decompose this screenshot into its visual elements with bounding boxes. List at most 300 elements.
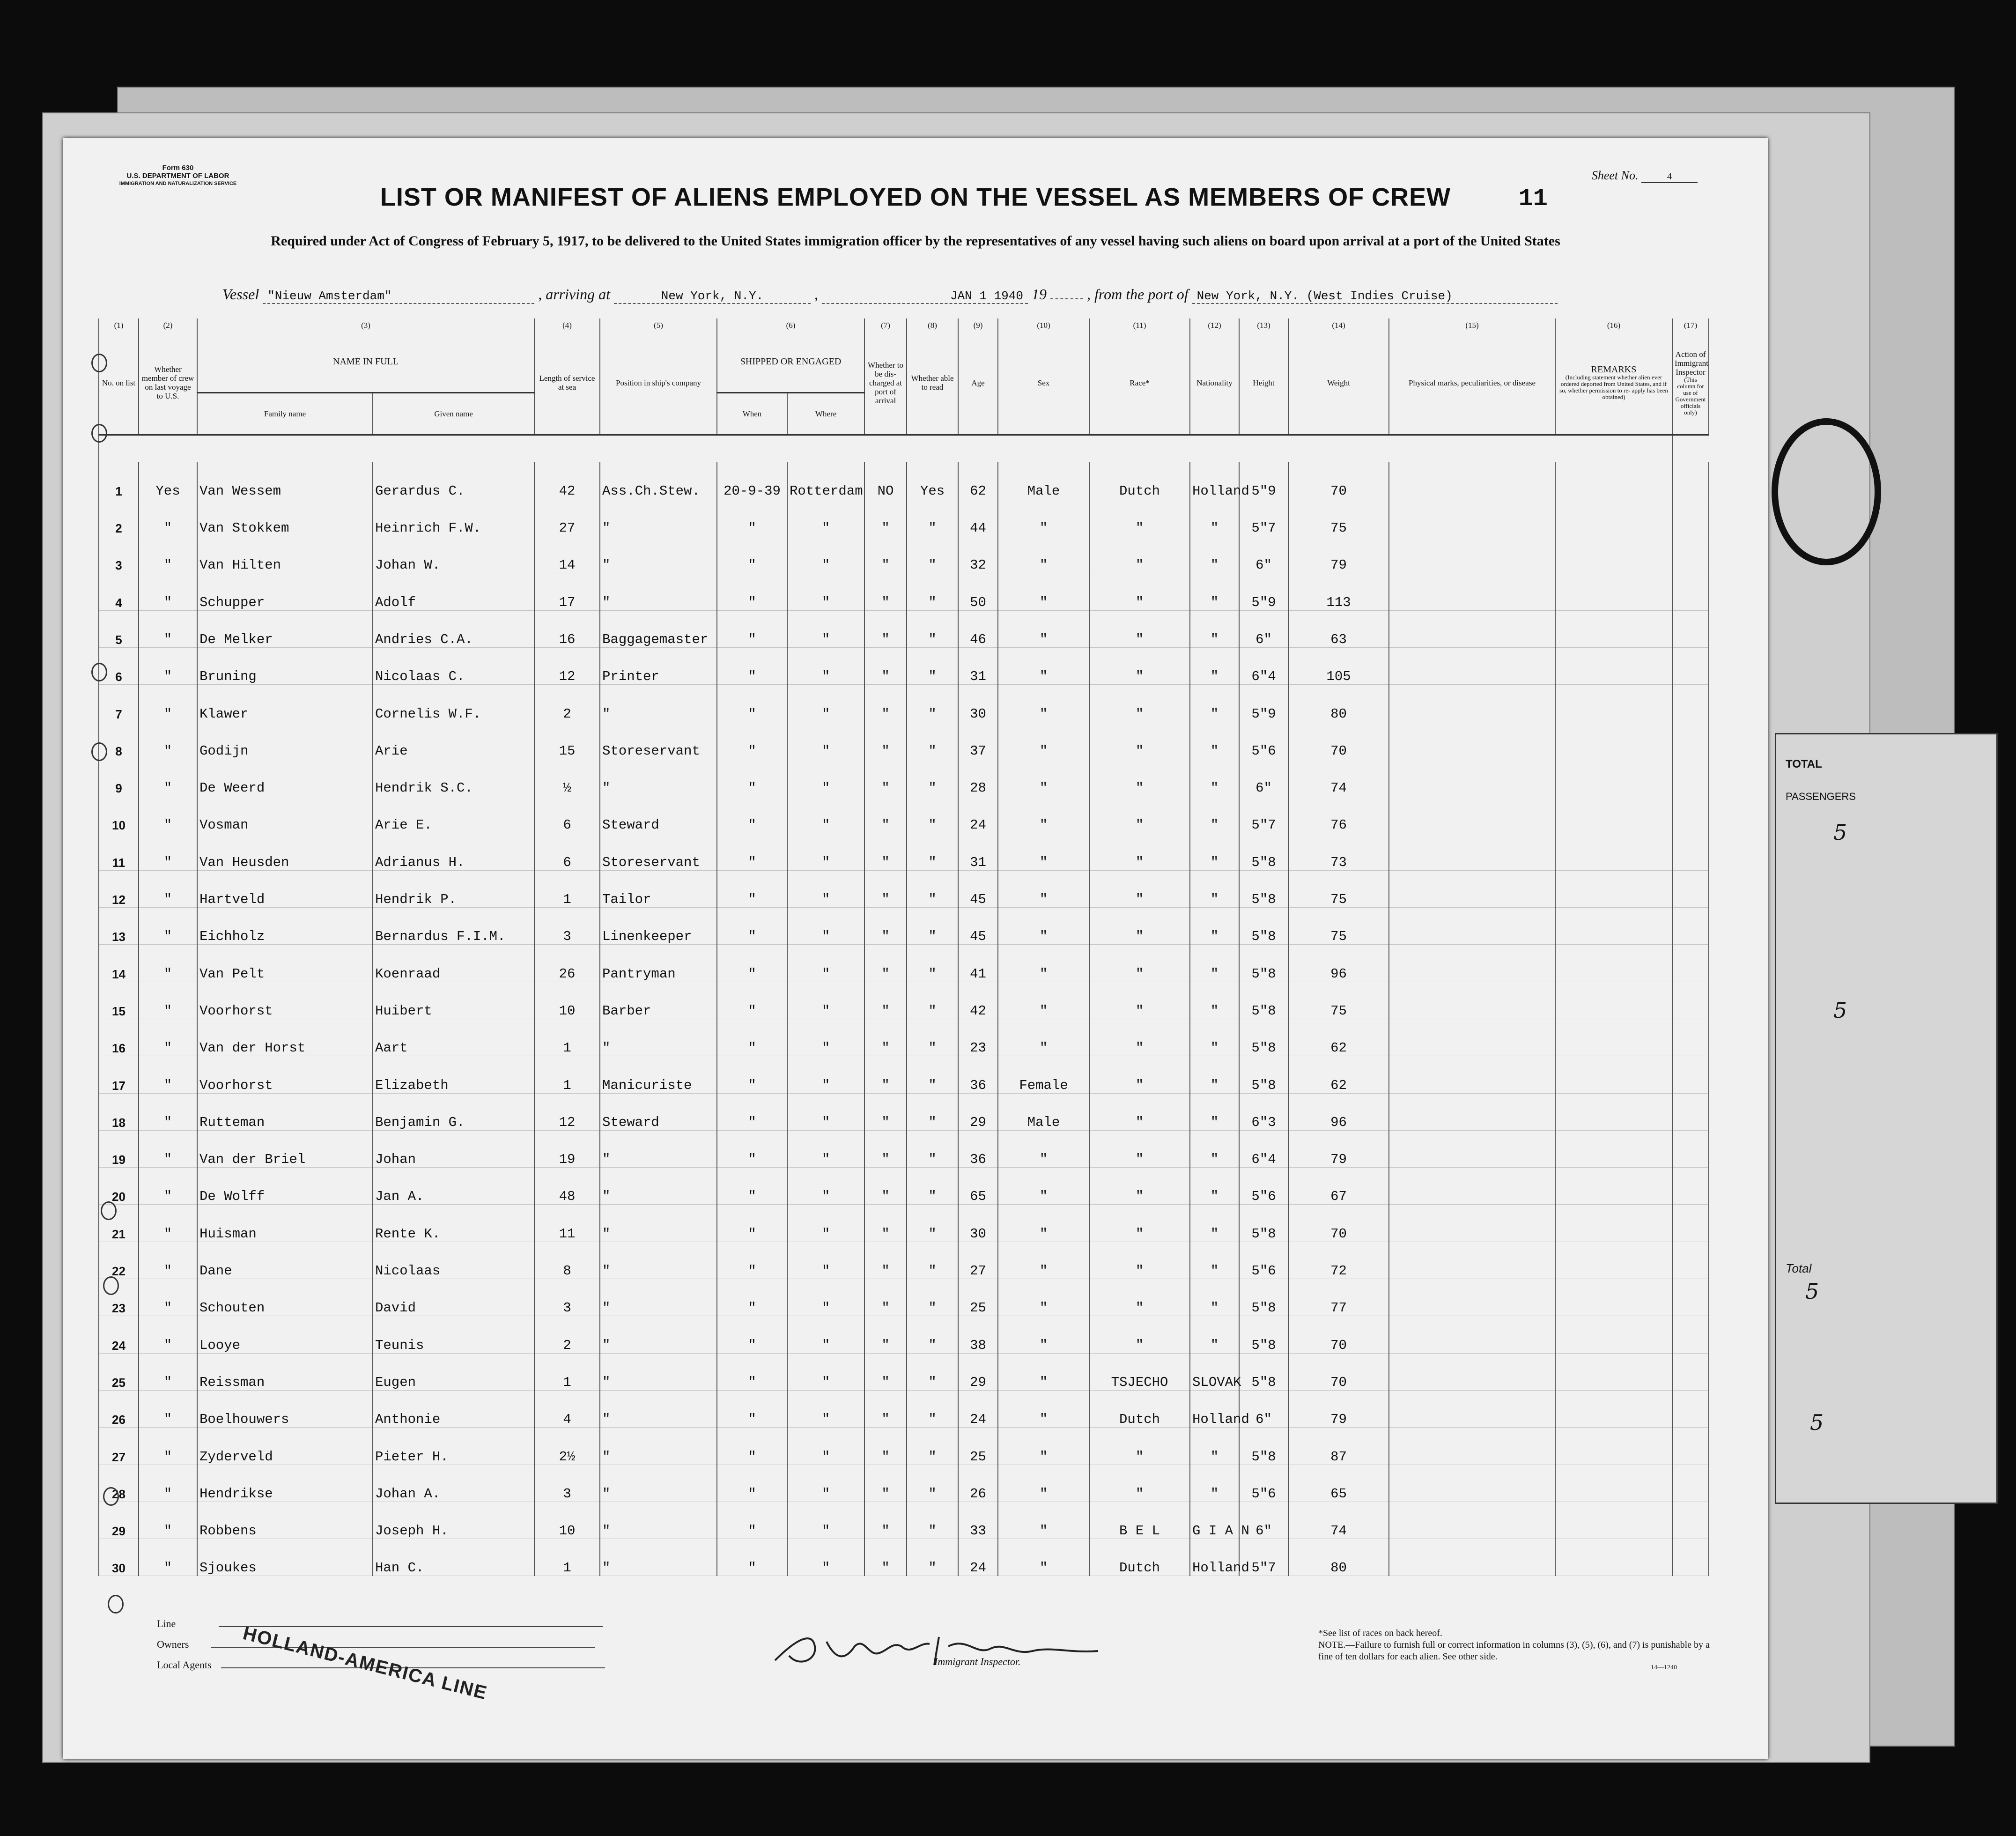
cell-height: 5"8 [1239, 870, 1288, 907]
year-label: 19 [1031, 286, 1047, 303]
holland-america-stamp: HOLLAND-AMERICA LINE [241, 1623, 490, 1704]
cell-family: De Melker [197, 610, 373, 647]
cell-where: " [787, 1316, 864, 1353]
cell-crew: " [139, 1019, 197, 1056]
cell-sex: " [998, 722, 1089, 759]
department-name: U.S. DEPARTMENT OF LABOR [126, 172, 229, 180]
cell-age: 65 [958, 1168, 998, 1205]
cell-physical [1389, 1465, 1555, 1502]
cell-weight: 73 [1288, 833, 1389, 870]
cell-age: 30 [958, 1205, 998, 1242]
cell-sex: " [998, 1390, 1089, 1427]
cell-crew: " [139, 1539, 197, 1576]
cell-read: " [907, 1130, 958, 1167]
cell-disch: " [864, 1428, 907, 1465]
binder-hole [91, 354, 107, 372]
cell-sex: " [998, 1502, 1089, 1539]
cell-read: " [907, 1353, 958, 1390]
cell-read: " [907, 1390, 958, 1427]
table-row [99, 982, 1709, 1019]
cell-where: Rotterdam [787, 462, 864, 499]
cell-remarks [1555, 499, 1672, 536]
cell-where: " [787, 685, 864, 722]
cell-physical [1389, 833, 1555, 870]
cell-no: 6 [99, 647, 139, 684]
cell-where: " [787, 1465, 864, 1502]
cell-race: " [1089, 499, 1190, 536]
cell-crew: " [139, 908, 197, 945]
cell-when: " [717, 1390, 787, 1427]
cell-nat: " [1190, 796, 1239, 833]
cell-disch: " [864, 1130, 907, 1167]
cell-read: " [907, 1465, 958, 1502]
cell-given: Elizabeth [373, 1056, 534, 1093]
cell-read: " [907, 1019, 958, 1056]
cell-remarks [1555, 685, 1672, 722]
cell-where: " [787, 1279, 864, 1316]
cell-when: " [717, 1205, 787, 1242]
cell-age: 26 [958, 1465, 998, 1502]
cell-given: Eugen [373, 1353, 534, 1390]
cell-physical [1389, 1539, 1555, 1576]
cell-family: De Wolff [197, 1168, 373, 1205]
cell-crew: " [139, 1168, 197, 1205]
cell-weight: 80 [1288, 685, 1389, 722]
cell-sex: " [998, 796, 1089, 833]
footnotes [1318, 1628, 1721, 1663]
cell-physical [1389, 1056, 1555, 1093]
cell-position: Manicuriste [600, 1056, 717, 1093]
cell-service: 16 [534, 610, 600, 647]
cell-when: 20-9-39 [717, 462, 787, 499]
cell-nat: " [1190, 1168, 1239, 1205]
cell-family: Schouten [197, 1279, 373, 1316]
cell-read: " [907, 573, 958, 610]
cell-age: 42 [958, 982, 998, 1019]
cell-no: 11 [99, 833, 139, 870]
header-age: Age [958, 332, 998, 435]
cell-race: " [1089, 870, 1190, 907]
manifest-rows [99, 435, 1709, 1576]
cell-crew: " [139, 945, 197, 982]
cell-given: Arie E. [373, 796, 534, 833]
cell-remarks [1555, 573, 1672, 610]
cell-height: 5"7 [1239, 796, 1288, 833]
cell-where: " [787, 945, 864, 982]
col-num-17: (17) [1672, 318, 1709, 332]
cell-read: " [907, 833, 958, 870]
cell-crew: " [139, 1205, 197, 1242]
cell-family: Robbens [197, 1502, 373, 1539]
cell-weight: 79 [1288, 1130, 1389, 1167]
cell-given: Johan A. [373, 1465, 534, 1502]
cell-given: Nicolaas [373, 1242, 534, 1279]
table-row [99, 1316, 1709, 1353]
cell-remarks [1555, 536, 1672, 573]
binder-hole [108, 1595, 124, 1614]
cell-action [1672, 1428, 1709, 1465]
cell-family: Van der Briel [197, 1130, 373, 1167]
cell-no: 27 [99, 1428, 139, 1465]
cell-read: " [907, 1279, 958, 1316]
header-position: Position in ship's company [600, 332, 717, 435]
cell-race: " [1089, 647, 1190, 684]
cell-where: " [787, 1502, 864, 1539]
from-label: , from the port of [1086, 286, 1189, 303]
race-footnote: *See list of races on back hereof. [1318, 1628, 1442, 1638]
cell-nat: " [1190, 1130, 1239, 1167]
cell-read: " [907, 1242, 958, 1279]
cell-disch: " [864, 536, 907, 573]
cell-service: 15 [534, 722, 600, 759]
cell-read: " [907, 610, 958, 647]
cell-race: " [1089, 1205, 1190, 1242]
cell-no: 21 [99, 1205, 139, 1242]
cell-disch: " [864, 1056, 907, 1093]
cell-no: 30 [99, 1539, 139, 1576]
cell-given: Benjamin G. [373, 1093, 534, 1130]
header-nationality: Nationality [1190, 332, 1239, 435]
cell-action [1672, 610, 1709, 647]
cell-nat: Holland [1190, 1390, 1239, 1427]
cell-height: 5"6 [1239, 1465, 1288, 1502]
cell-disch: " [864, 722, 907, 759]
cell-service: 11 [534, 1205, 600, 1242]
cell-service: 4 [534, 1390, 600, 1427]
cell-height: 5"8 [1239, 1019, 1288, 1056]
cell-family: Reissman [197, 1353, 373, 1390]
cell-physical [1389, 462, 1555, 499]
cell-race: " [1089, 1056, 1190, 1093]
cell-crew: " [139, 685, 197, 722]
table-row [99, 536, 1709, 573]
cell-weight: 96 [1288, 1093, 1389, 1130]
cell-race: " [1089, 1279, 1190, 1316]
cell-race: " [1089, 833, 1190, 870]
col-num-2: (2) [139, 318, 197, 332]
cell-remarks [1555, 833, 1672, 870]
sheet-number-value: 4 [1641, 171, 1698, 183]
cell-service: 3 [534, 1465, 600, 1502]
cell-action [1672, 870, 1709, 907]
cell-no: 1 [99, 462, 139, 499]
cell-action [1672, 1353, 1709, 1390]
cell-weight: 63 [1288, 610, 1389, 647]
cell-physical [1389, 1019, 1555, 1056]
cell-action [1672, 1205, 1709, 1242]
cell-height: 5"8 [1239, 945, 1288, 982]
cell-height: 5"7 [1239, 1539, 1288, 1576]
cell-family: Schupper [197, 573, 373, 610]
table-row [99, 833, 1709, 870]
cell-crew: " [139, 1502, 197, 1539]
cell-weight: 75 [1288, 908, 1389, 945]
vessel-line: Vessel "Nieuw Amsterdam" , arriving at New York, N.Y. , JAN 1 1940 19 , from the port of New York, N.Y. (West Indies Cruise) [222, 286, 1558, 304]
cell-weight: 79 [1288, 1390, 1389, 1427]
cell-where: " [787, 1242, 864, 1279]
cell-position: " [600, 1316, 717, 1353]
cell-age: 30 [958, 685, 998, 722]
cell-physical [1389, 1242, 1555, 1279]
cell-no: 18 [99, 1093, 139, 1130]
cell-family: Van Hilten [197, 536, 373, 573]
cell-sex: " [998, 1428, 1089, 1465]
cell-nat: " [1190, 833, 1239, 870]
cell-race: " [1089, 1242, 1190, 1279]
cell-height: 6"4 [1239, 1130, 1288, 1167]
table-row [99, 499, 1709, 536]
cell-read: " [907, 870, 958, 907]
cell-nat: " [1190, 1205, 1239, 1242]
cell-given: Johan W. [373, 536, 534, 573]
cell-position: Barber [600, 982, 717, 1019]
cell-physical [1389, 1502, 1555, 1539]
cell-age: 36 [958, 1130, 998, 1167]
binder-hole [91, 424, 107, 443]
cell-given: Andries C.A. [373, 610, 534, 647]
col-num-3: (3) [197, 318, 534, 332]
cell-physical [1389, 1205, 1555, 1242]
cell-read: " [907, 796, 958, 833]
cell-service: 2 [534, 1316, 600, 1353]
cell-physical [1389, 499, 1555, 536]
cell-no: 9 [99, 759, 139, 796]
cell-no: 2 [99, 499, 139, 536]
cell-race: " [1089, 536, 1190, 573]
col-num-9: (9) [958, 318, 998, 332]
cell-given: Adolf [373, 573, 534, 610]
cell-family: Voorhorst [197, 982, 373, 1019]
cell-disch: " [864, 1539, 907, 1576]
cell-weight: 70 [1288, 1353, 1389, 1390]
cell-race: " [1089, 945, 1190, 982]
cell-sex: " [998, 1316, 1089, 1353]
table-row [99, 1465, 1709, 1502]
cell-disch: " [864, 1502, 907, 1539]
cell-sex: " [998, 908, 1089, 945]
cell-position: " [600, 1130, 717, 1167]
cell-read: " [907, 685, 958, 722]
cell-nat: " [1190, 1465, 1239, 1502]
table-row [99, 685, 1709, 722]
cell-nat: " [1190, 722, 1239, 759]
cell-position: " [600, 1428, 717, 1465]
cell-service: 8 [534, 1242, 600, 1279]
cell-family: Zyderveld [197, 1428, 373, 1465]
cell-family: Voorhorst [197, 1056, 373, 1093]
table-row [99, 759, 1709, 796]
cell-where: " [787, 1093, 864, 1130]
cell-race: " [1089, 1168, 1190, 1205]
cell-where: " [787, 870, 864, 907]
cell-no: 15 [99, 982, 139, 1019]
cell-height: 5"7 [1239, 499, 1288, 536]
cell-weight: 113 [1288, 573, 1389, 610]
cell-position: " [600, 1019, 717, 1056]
cell-sex: " [998, 610, 1089, 647]
cell-where: " [787, 610, 864, 647]
cell-position: " [600, 1502, 717, 1539]
cell-weight: 74 [1288, 759, 1389, 796]
header-length-service: Length of service at sea [534, 332, 600, 435]
header-sex: Sex [998, 332, 1089, 435]
cell-weight: 76 [1288, 796, 1389, 833]
cell-nat: " [1190, 647, 1239, 684]
cell-when: " [717, 1279, 787, 1316]
cell-position: Storeservant [600, 833, 717, 870]
cell-no: 24 [99, 1316, 139, 1353]
cell-disch: " [864, 1279, 907, 1316]
cell-read: Yes [907, 462, 958, 499]
cell-age: 44 [958, 499, 998, 536]
cell-when: " [717, 1353, 787, 1390]
cell-nat: " [1190, 1093, 1239, 1130]
cell-when: " [717, 536, 787, 573]
header-action [1672, 332, 1709, 435]
col-num-13: (13) [1239, 318, 1288, 332]
cell-family: Van Pelt [197, 945, 373, 982]
table-row [99, 1242, 1709, 1279]
cell-given: Jan A. [373, 1168, 534, 1205]
cell-given: Bernardus F.I.M. [373, 908, 534, 945]
cell-race: " [1089, 759, 1190, 796]
cell-age: 29 [958, 1353, 998, 1390]
cell-family: Huisman [197, 1205, 373, 1242]
cell-family: Hendrikse [197, 1465, 373, 1502]
cell-weight: 96 [1288, 945, 1389, 982]
cell-action [1672, 982, 1709, 1019]
cell-no: 4 [99, 573, 139, 610]
cell-age: 24 [958, 1539, 998, 1576]
cell-sex: " [998, 647, 1089, 684]
cell-height: 5"9 [1239, 462, 1288, 499]
vessel-name: "Nieuw Amsterdam" [263, 289, 534, 304]
cell-age: 23 [958, 1019, 998, 1056]
table-row [99, 1205, 1709, 1242]
cell-service: 12 [534, 1093, 600, 1130]
cell-age: 25 [958, 1279, 998, 1316]
table-row [99, 722, 1709, 759]
table-row [99, 1093, 1709, 1130]
cell-action [1672, 908, 1709, 945]
col-num-11: (11) [1089, 318, 1190, 332]
cell-crew: " [139, 722, 197, 759]
cell-family: Van Wessem [197, 462, 373, 499]
cell-nat: " [1190, 1428, 1239, 1465]
table-row [99, 945, 1709, 982]
cell-no: 12 [99, 870, 139, 907]
cell-when: " [717, 1316, 787, 1353]
cell-family: Godijn [197, 722, 373, 759]
cell-weight: 62 [1288, 1019, 1389, 1056]
cell-race: " [1089, 1130, 1190, 1167]
cell-service: 17 [534, 573, 600, 610]
cell-given: Nicolaas C. [373, 647, 534, 684]
cell-sex: " [998, 573, 1089, 610]
cell-physical [1389, 647, 1555, 684]
inspector-label: Immigrant Inspector. [934, 1656, 1021, 1667]
cell-weight: 75 [1288, 499, 1389, 536]
cell-action [1672, 796, 1709, 833]
arrival-date: JAN 1 1940 [822, 289, 1028, 304]
arriving-port: New York, N.Y. [614, 289, 811, 304]
cell-crew: " [139, 1093, 197, 1130]
table-row [99, 1056, 1709, 1093]
cell-service: 2 [534, 685, 600, 722]
cell-action [1672, 1093, 1709, 1130]
cell-position: Steward [600, 1093, 717, 1130]
cell-race: B E L [1089, 1502, 1190, 1539]
cell-physical [1389, 908, 1555, 945]
cell-position: Steward [600, 796, 717, 833]
cell-action [1672, 1502, 1709, 1539]
cell-physical [1389, 610, 1555, 647]
cell-physical [1389, 685, 1555, 722]
cell-sex: Female [998, 1056, 1089, 1093]
col-num-7: (7) [864, 318, 907, 332]
table-row [99, 1279, 1709, 1316]
cell-when: " [717, 982, 787, 1019]
cell-sex: " [998, 1130, 1089, 1167]
cell-position: Tailor [600, 870, 717, 907]
cell-when: " [717, 1019, 787, 1056]
cell-physical [1389, 1353, 1555, 1390]
cell-weight: 70 [1288, 722, 1389, 759]
col-num-1: (1) [99, 318, 139, 332]
cell-read: " [907, 1502, 958, 1539]
cell-remarks [1555, 1539, 1672, 1576]
header-name-in-full: NAME IN FULL [197, 332, 534, 392]
table-row [99, 1168, 1709, 1205]
cell-crew: " [139, 610, 197, 647]
cell-given: Anthonie [373, 1390, 534, 1427]
cell-race: TSJECHO [1089, 1353, 1190, 1390]
cell-nat: SLOVAK [1190, 1353, 1239, 1390]
cell-given: Hendrik S.C. [373, 759, 534, 796]
cell-where: " [787, 499, 864, 536]
cell-remarks [1555, 1390, 1672, 1427]
cell-remarks [1555, 796, 1672, 833]
cell-family: Vosman [197, 796, 373, 833]
cell-read: " [907, 1539, 958, 1576]
cell-remarks [1555, 647, 1672, 684]
cell-given: Teunis [373, 1316, 534, 1353]
cell-age: 27 [958, 1242, 998, 1279]
cell-nat: " [1190, 1242, 1239, 1279]
cell-nat: " [1190, 982, 1239, 1019]
cell-sex: " [998, 1279, 1089, 1316]
cell-no: 23 [99, 1279, 139, 1316]
cell-nat: " [1190, 945, 1239, 982]
cell-disch: " [864, 647, 907, 684]
cell-crew: " [139, 833, 197, 870]
cell-weight: 105 [1288, 647, 1389, 684]
header-able-read: Whether able to read [907, 332, 958, 435]
cell-read: " [907, 1093, 958, 1130]
cell-race: " [1089, 1316, 1190, 1353]
cell-position: " [600, 536, 717, 573]
cell-nat: Holland [1190, 462, 1239, 499]
cell-given: Johan [373, 1130, 534, 1167]
cell-service: 6 [534, 796, 600, 833]
cell-crew: " [139, 1242, 197, 1279]
cell-weight: 79 [1288, 536, 1389, 573]
cell-disch: " [864, 982, 907, 1019]
cell-when: " [717, 796, 787, 833]
cell-action [1672, 499, 1709, 536]
cell-nat: Holland [1190, 1539, 1239, 1576]
cell-physical [1389, 1428, 1555, 1465]
